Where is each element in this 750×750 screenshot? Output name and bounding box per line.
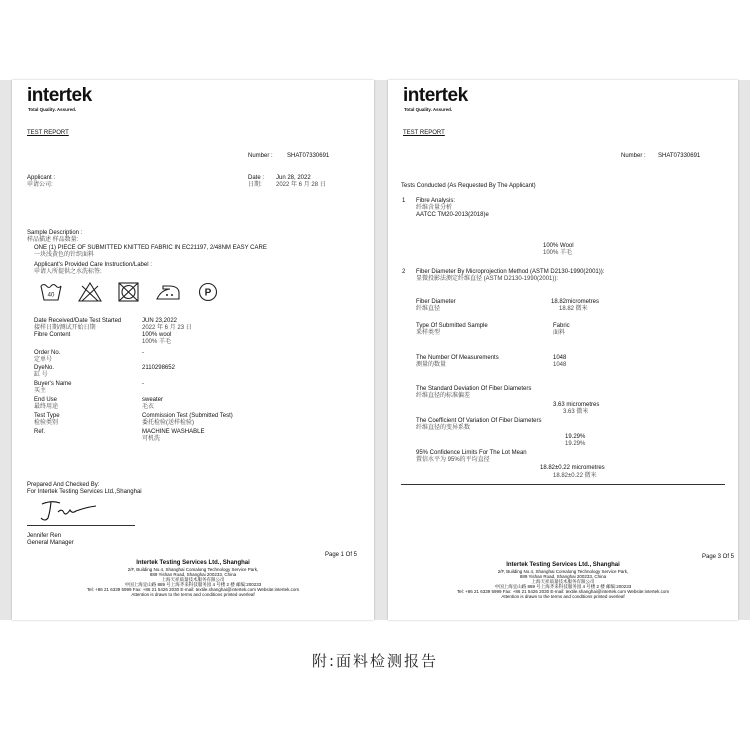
fibre-content-value: 100% wool <box>142 332 172 338</box>
buyer-label-cn: 买主 <box>34 388 47 394</box>
end-use-value: sweater <box>142 397 164 403</box>
number-label: Number : <box>621 153 646 159</box>
number-label: Number : <box>248 153 273 159</box>
measurements-label: The Number Of Measurements <box>416 355 499 361</box>
report-title: TEST REPORT <box>27 130 69 136</box>
sample-type-label-cn: 来样类型 <box>416 330 441 336</box>
test-1-result-cn: 100% 羊毛 <box>543 250 573 256</box>
applicant-label-cn: 申请公司: <box>27 182 53 188</box>
measurements-value-cn: 1048 <box>553 362 567 368</box>
order-value: - <box>142 350 144 356</box>
number-value: SHAT07330691 <box>287 153 330 159</box>
end-use-label-cn: 最终用途 <box>34 404 59 410</box>
footer-address-cn-2: 中国上海宜山路 889 号上海齐来科技服务园 4 号楼 2 楼 邮编:200233 <box>124 582 262 587</box>
footer-address-1: 2/F, Building No.4, Shanghai Comalong Technology Service Park, <box>497 569 629 574</box>
footer-address-cn-2: 中国上海宜山路 889 号上海齐来科技服务园 4 号楼 2 楼 邮编:200233 <box>494 584 632 589</box>
fibre-content-label: Fibre Content <box>34 332 71 338</box>
confidence-limits-label: 95% Confidence Limits For The Lot Mean <box>416 450 527 456</box>
ref-value: MACHINE WASHABLE <box>142 429 205 435</box>
measurements-value: 1048 <box>553 355 567 361</box>
sample-description-label-cn: 样品描述 样品数量: <box>27 237 79 243</box>
applicant-label: Applicant : <box>27 175 56 181</box>
dye-label: DyeNo. <box>34 365 55 371</box>
signer-title: General Manager <box>27 540 74 546</box>
confidence-limits-label-cn: 置信水平为 95%的平均直径 <box>416 457 490 463</box>
cv-label: The Coefficient Of Variation Of Fiber Diameters <box>416 418 542 424</box>
report-page-1 <box>12 80 374 620</box>
buyer-label: Buyer's Name <box>34 381 72 387</box>
fiber-diameter-value-cn: 18.82 微米 <box>559 306 588 312</box>
sample-type-value-cn: 面料 <box>553 330 566 336</box>
prepared-by-label: Prepared And Checked By: <box>27 482 100 488</box>
date-value-cn: 2022 年 6 月 28 日 <box>276 182 326 188</box>
wash-40-icon <box>40 282 62 302</box>
end-use-value-cn: 毛衣 <box>142 404 155 410</box>
footer-company: Intertek Testing Services Ltd., Shanghai <box>506 562 620 568</box>
sample-description-value: ONE (1) PIECE OF SUBMITTED KNITTED FABRIC IN EC21197, 2/48NM EASY CARE <box>34 245 267 251</box>
buyer-value: - <box>142 381 144 387</box>
std-dev-label: The Standard Deviation Of Fiber Diameters <box>416 386 532 392</box>
dry-clean-p-icon <box>198 282 218 302</box>
std-dev-label-cn: 纤维直径的标准偏差 <box>416 393 471 399</box>
cv-label-cn: 纤维直径的变异系数 <box>416 425 471 431</box>
dye-label-cn: 缸 号 <box>34 372 48 378</box>
no-tumble-dry-icon <box>118 282 139 302</box>
intertek-logo: intertek <box>27 85 92 106</box>
no-bleach-icon <box>78 282 102 302</box>
test-1-number: 1 <box>402 198 406 204</box>
fiber-diameter-label-cn: 纤维直径 <box>416 306 441 312</box>
date-received-label-cn: 接样日期/测试开始日期 <box>34 325 96 331</box>
report-title: TEST REPORT <box>403 130 445 136</box>
confidence-limits-value: 18.82±0.22 micrometres <box>540 465 605 471</box>
cv-value-cn: 19.29% <box>565 441 586 447</box>
date-received-value-cn: 2022 年 6 月 23 日 <box>142 325 192 331</box>
page-number: Page 1 Of 5 <box>325 552 358 558</box>
test-type-label: Test Type <box>34 413 60 419</box>
footer-address-2: 889 Yishan Road, Shanghai 200233, China <box>519 574 607 579</box>
sample-type-label: Type Of Submitted Sample <box>416 323 488 329</box>
page-caption: 附:面料检测报告 <box>311 652 439 670</box>
measurements-label-cn: 测量的数量 <box>416 362 447 368</box>
test-1-result: 100% Wool <box>543 243 574 249</box>
footer-contact: Tel: +86 21 6339 5999 Fax: +86 21 5426 2030 E-mail: textile.shanghai@intertek.com Website:intertek.com <box>456 589 670 594</box>
confidence-limits-value-cn: 18.82±0.22 微米 <box>553 473 597 479</box>
ref-value-cn: 可机洗 <box>142 436 161 442</box>
iron-medium-icon <box>155 283 181 301</box>
footer-contact: Tel: +86 21 6339 5999 Fax: +86 21 5426 2030 E-mail: textile.shanghai@intertek.com Website:intertek.com <box>86 587 300 592</box>
prepared-by-org: For Intertek Testing Services Ltd.,Shanghai <box>27 489 142 495</box>
signature-line <box>27 525 135 526</box>
test-type-value-cn: 委托检验(送样检验) <box>142 420 194 426</box>
logo-tagline: Total Quality. Assured. <box>28 107 77 112</box>
test-1-title-cn: 纤维含量分析 <box>416 205 453 211</box>
intertek-logo: intertek <box>403 85 468 106</box>
footer-terms: Attention is drawn to the terms and conditions printed overleaf <box>501 594 625 599</box>
fiber-diameter-value: 18.82micrometres <box>551 299 600 305</box>
sample-type-value: Fabric <box>553 323 570 329</box>
footer-company: Intertek Testing Services Ltd., Shanghai <box>136 560 250 566</box>
svg-text:P: P <box>204 287 212 299</box>
logo-tagline: Total Quality. Assured. <box>404 107 453 112</box>
footer-address-1: 2/F, Building No.4, Shanghai Comalong Technology Service Park, <box>127 567 259 572</box>
std-dev-value: 3.63 micrometres <box>553 402 600 408</box>
order-label-cn: 定单号 <box>34 357 53 363</box>
date-value: Jun 28, 2022 <box>276 175 311 181</box>
test-type-label-cn: 检验类别 <box>34 420 59 426</box>
date-label: Date : <box>248 175 265 181</box>
signature-image <box>38 498 100 524</box>
date-received-value: JUN 23,2022 <box>142 318 178 324</box>
cv-value: 19.29% <box>565 434 586 440</box>
sample-description-label: Sample Description : <box>27 230 83 236</box>
order-label: Order No. <box>34 350 61 356</box>
sample-description-value-cn: 一块浅黄色的针织面料 <box>34 252 95 258</box>
test-1-method: AATCC TM20-2013(2018)e <box>416 212 489 218</box>
test-2-title-cn: 显微投影法测定纤维直径 (ASTM D2130-1990(2001)): <box>416 276 559 282</box>
number-value: SHAT07330691 <box>658 153 701 159</box>
fiber-diameter-label: Fiber Diameter <box>416 299 456 305</box>
care-instruction-label: Applicant's Provided Care Instruction/Label : <box>34 262 152 268</box>
test-2-number: 2 <box>402 269 406 275</box>
test-1-title: Fibre Analysis: <box>416 198 456 204</box>
signer-name: Jennifer Ren <box>27 533 62 539</box>
fibre-content-value-cn: 100% 羊毛 <box>142 339 172 345</box>
report-page-3 <box>388 80 738 620</box>
section-divider <box>401 484 725 485</box>
ref-label: Ref. <box>34 429 46 435</box>
page-number: Page 3 Of 5 <box>702 554 735 560</box>
tests-conducted-heading: Tests Conducted (As Requested By The Applicant) <box>401 183 536 189</box>
wash-temperature: 40 <box>47 292 55 299</box>
care-instruction-label-cn: 申请人所提供之水洗标签: <box>34 269 102 275</box>
dye-value: 2110298652 <box>142 365 175 371</box>
date-label-cn: 日期: <box>248 182 262 188</box>
footer-address-cn-1: 上海天祥质量技术服务有限公司 <box>161 577 225 582</box>
footer-terms: Attention is drawn to the terms and conditions printed overleaf <box>131 592 255 597</box>
test-type-value: Commission Test (Submitted Test) <box>142 413 233 419</box>
footer-address-2: 889 Yishan Road, Shanghai 200233, China <box>149 572 237 577</box>
std-dev-value-cn: 3.63 微米 <box>563 409 589 415</box>
date-received-label: Date Received/Date Test Started <box>34 318 122 324</box>
test-2-title: Fiber Diameter By Microprojection Method (ASTM D2130-1990(2001)): <box>416 269 605 275</box>
end-use-label: End Use <box>34 397 58 403</box>
footer-address-cn-1: 上海天祥质量技术服务有限公司 <box>531 579 595 584</box>
